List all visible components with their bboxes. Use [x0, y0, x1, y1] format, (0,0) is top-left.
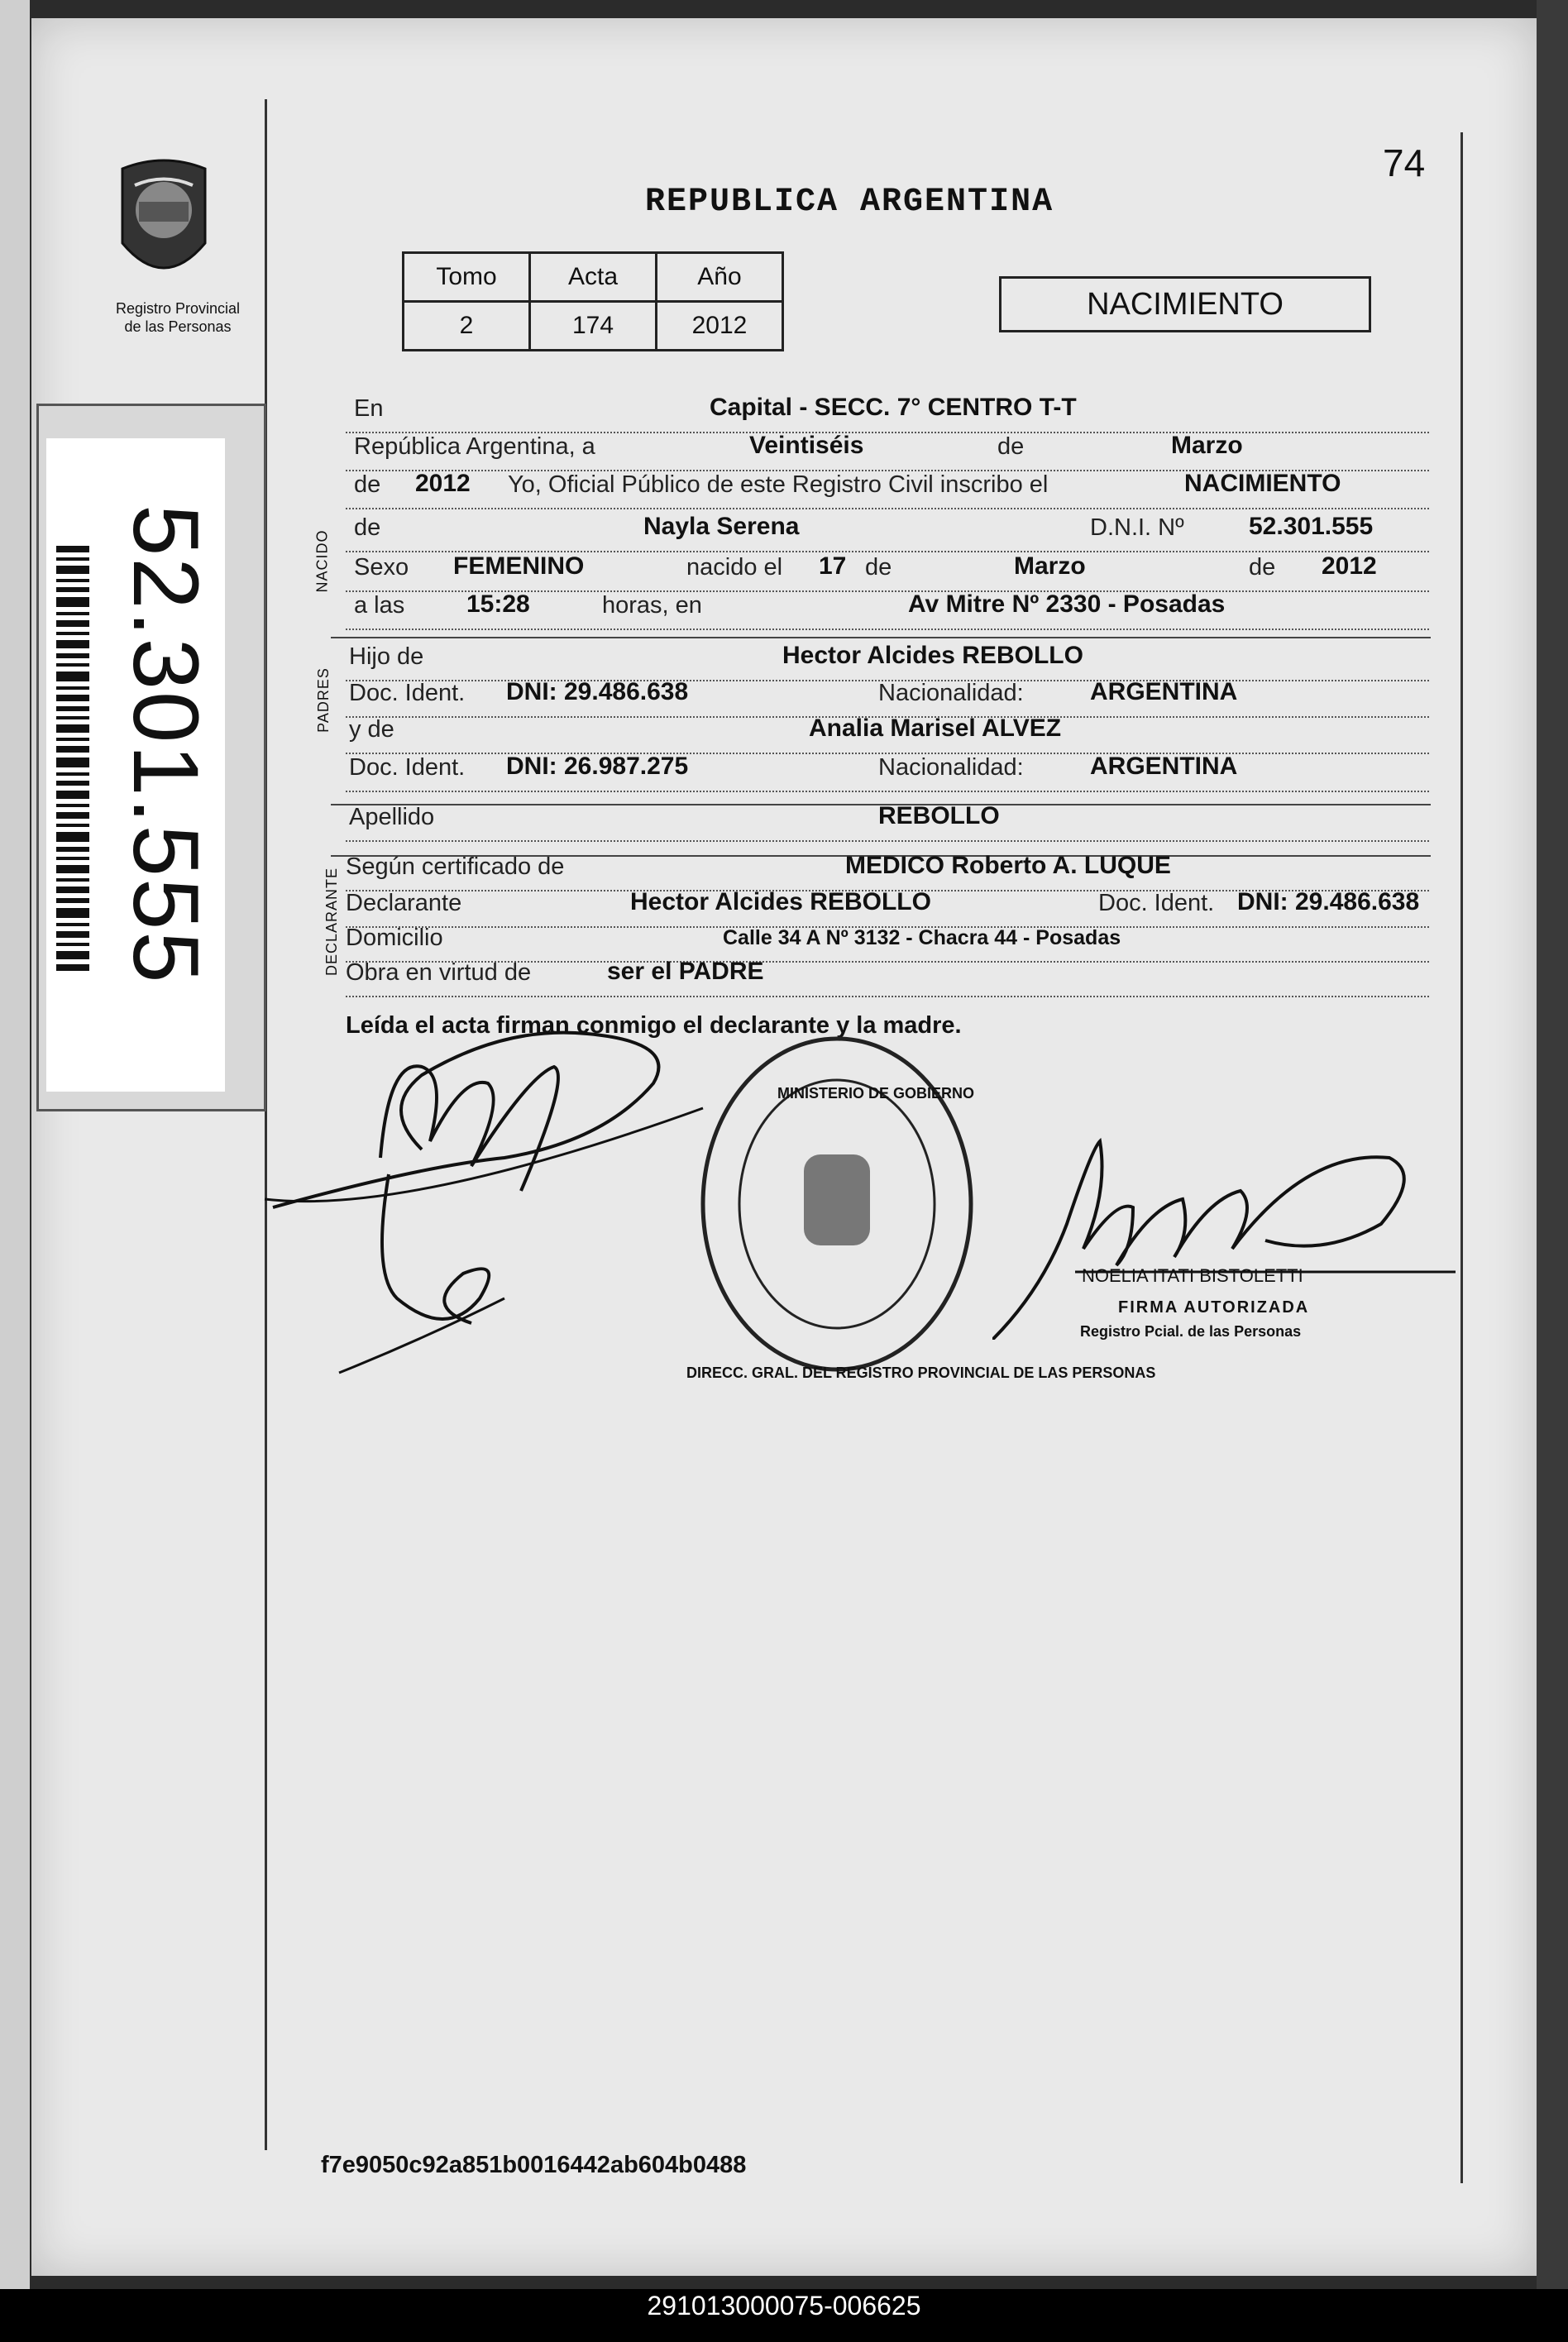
nombre-value: Nayla Serena [643, 513, 800, 540]
de-label: de [997, 433, 1025, 460]
declarante-dni: DNI: 29.486.638 [1237, 888, 1420, 915]
apellido-value: REBOLLO [878, 802, 1000, 829]
domicilio-value: Calle 34 A Nº 3132 - Chacra 44 - Posadas [723, 926, 1121, 949]
row-en [346, 394, 1429, 433]
tomo-header: Tomo [404, 253, 530, 302]
padre-doc-label: Doc. Ident. [349, 680, 466, 706]
hijo-label: Hijo de [349, 643, 424, 670]
barcode-bars [56, 546, 89, 976]
nacido-label: nacido el [686, 554, 783, 581]
lugar-value: Av Mitre Nº 2330 - Posadas [908, 590, 1226, 618]
inscribe-value: NACIMIENTO [1184, 470, 1341, 497]
madre-nac-label: Nacionalidad: [878, 754, 1024, 781]
declarante-label: Declarante [346, 890, 462, 916]
record-type-box: NACIMIENTO [999, 276, 1371, 332]
row-oficial [346, 470, 1429, 509]
row-fecha [346, 432, 1429, 471]
official-role: FIRMA AUTORIZADA [1118, 1298, 1310, 1317]
row-madre-doc [346, 753, 1429, 792]
anio-value: 2012 [415, 470, 471, 497]
province-logo [114, 152, 213, 293]
official-office: Registro Pcial. de las Personas [1080, 1323, 1302, 1340]
republica-label: República Argentina, a [354, 433, 595, 460]
tomo-value: 2 [404, 302, 530, 351]
declarant-signatures [256, 1025, 719, 1389]
mes-value: Marzo [1171, 432, 1243, 459]
certificado-label: Según certificado de [346, 853, 565, 880]
anio-header: Año [657, 253, 783, 302]
row-sexo [346, 552, 1429, 592]
nac-anio: 2012 [1322, 552, 1377, 580]
row-apellido [346, 802, 1429, 842]
official-stamp [696, 1030, 978, 1378]
registry-caption-line1: Registro Provincial [115, 300, 241, 317]
obra-label: Obra en virtud de [346, 959, 532, 986]
acta-value: 174 [530, 302, 657, 351]
padre-dni: DNI: 29.486.638 [506, 678, 689, 705]
certificado-value: MEDICO Roberto A. LUQUE [845, 852, 1171, 879]
padre-value: Hector Alcides REBOLLO [782, 642, 1083, 669]
row-hijo [346, 642, 1429, 681]
dia-value: Veintiséis [749, 432, 864, 459]
domicilio-label: Domicilio [346, 925, 443, 951]
madre-nac: ARGENTINA [1090, 753, 1238, 780]
sexo-label: Sexo [354, 554, 409, 581]
nac-dia: 17 [819, 552, 847, 580]
dni-value: 52.301.555 [1249, 513, 1374, 540]
section-padres: PADRES [314, 667, 332, 733]
madre-dni: DNI: 26.987.275 [506, 753, 689, 780]
anio-value: 2012 [657, 302, 783, 351]
en-label: En [354, 395, 384, 422]
decl-doc-label: Doc. Ident. [1098, 890, 1215, 916]
row-obra [346, 958, 1429, 997]
footer-id: 291013000075-006625 [647, 2291, 921, 2320]
padre-nac: ARGENTINA [1090, 678, 1238, 705]
padre-nac-label: Nacionalidad: [878, 680, 1024, 706]
apellido-label: Apellido [349, 804, 435, 830]
en-value: Capital - SECC. 7° CENTRO T-T [710, 394, 1077, 421]
de-anio-label: de [354, 471, 381, 498]
row-hora [346, 590, 1429, 630]
horas-label: horas, en [602, 592, 702, 619]
section-nacido: NACIDO [313, 529, 331, 593]
stamp-inner-text: MINISTERIO DE GOBIERNO [777, 1085, 975, 1102]
alas-label: a las [354, 592, 405, 619]
barcode-number: 52.301.555 [114, 504, 218, 985]
barcode-number-wrapper [108, 504, 223, 1067]
official-name: NOELIA ITATI BISTOLETTI [1082, 1265, 1303, 1286]
acta-header: Acta [530, 253, 657, 302]
separator-1 [331, 637, 1431, 638]
row-padre-doc [346, 678, 1429, 718]
country-title: REPUBLICA ARGENTINA [645, 184, 1054, 221]
row-domicilio [346, 923, 1429, 963]
madre-doc-label: Doc. Ident. [349, 754, 466, 781]
obra-value: ser el PADRE [607, 958, 764, 985]
registry-caption-line2: de las Personas [124, 318, 232, 335]
row-madre [346, 715, 1429, 754]
right-margin-line [1460, 132, 1463, 2183]
nac-de-label: de [865, 554, 892, 581]
left-page-edge [0, 0, 30, 2342]
nombre-de-label: de [354, 514, 381, 541]
nac-mes: Marzo [1014, 552, 1086, 580]
dni-label: D.N.I. Nº [1090, 514, 1184, 541]
hora-value: 15:28 [466, 590, 530, 618]
closing-text: Leída el acta firman conmigo el declarante y la madre. [346, 1012, 962, 1039]
page-number: 74 [1383, 141, 1426, 184]
yde-label: y de [349, 716, 394, 743]
madre-value: Analia Marisel ALVEZ [809, 715, 1062, 742]
right-page-edge [1537, 0, 1568, 2342]
document-hash: f7e9050c92a851b0016442ab604b0488 [321, 2152, 747, 2178]
acta-table [402, 251, 784, 351]
stamp-outer-text: DIRECC. GRAL. DEL REGISTRO PROVINCIAL DE LAS PERSONAS [686, 1365, 1156, 1381]
declarante-value: Hector Alcides REBOLLO [630, 888, 931, 915]
row-nombre [346, 513, 1429, 552]
oficial-text: Yo, Oficial Público de este Registro Civil inscribo el [508, 471, 1049, 498]
row-certificado [346, 852, 1429, 891]
nac-de2-label: de [1249, 554, 1276, 581]
section-declarante: DECLARANTE [323, 867, 341, 977]
registry-caption [83, 299, 273, 336]
sexo-value: FEMENINO [453, 552, 585, 580]
row-declarante [346, 888, 1429, 928]
